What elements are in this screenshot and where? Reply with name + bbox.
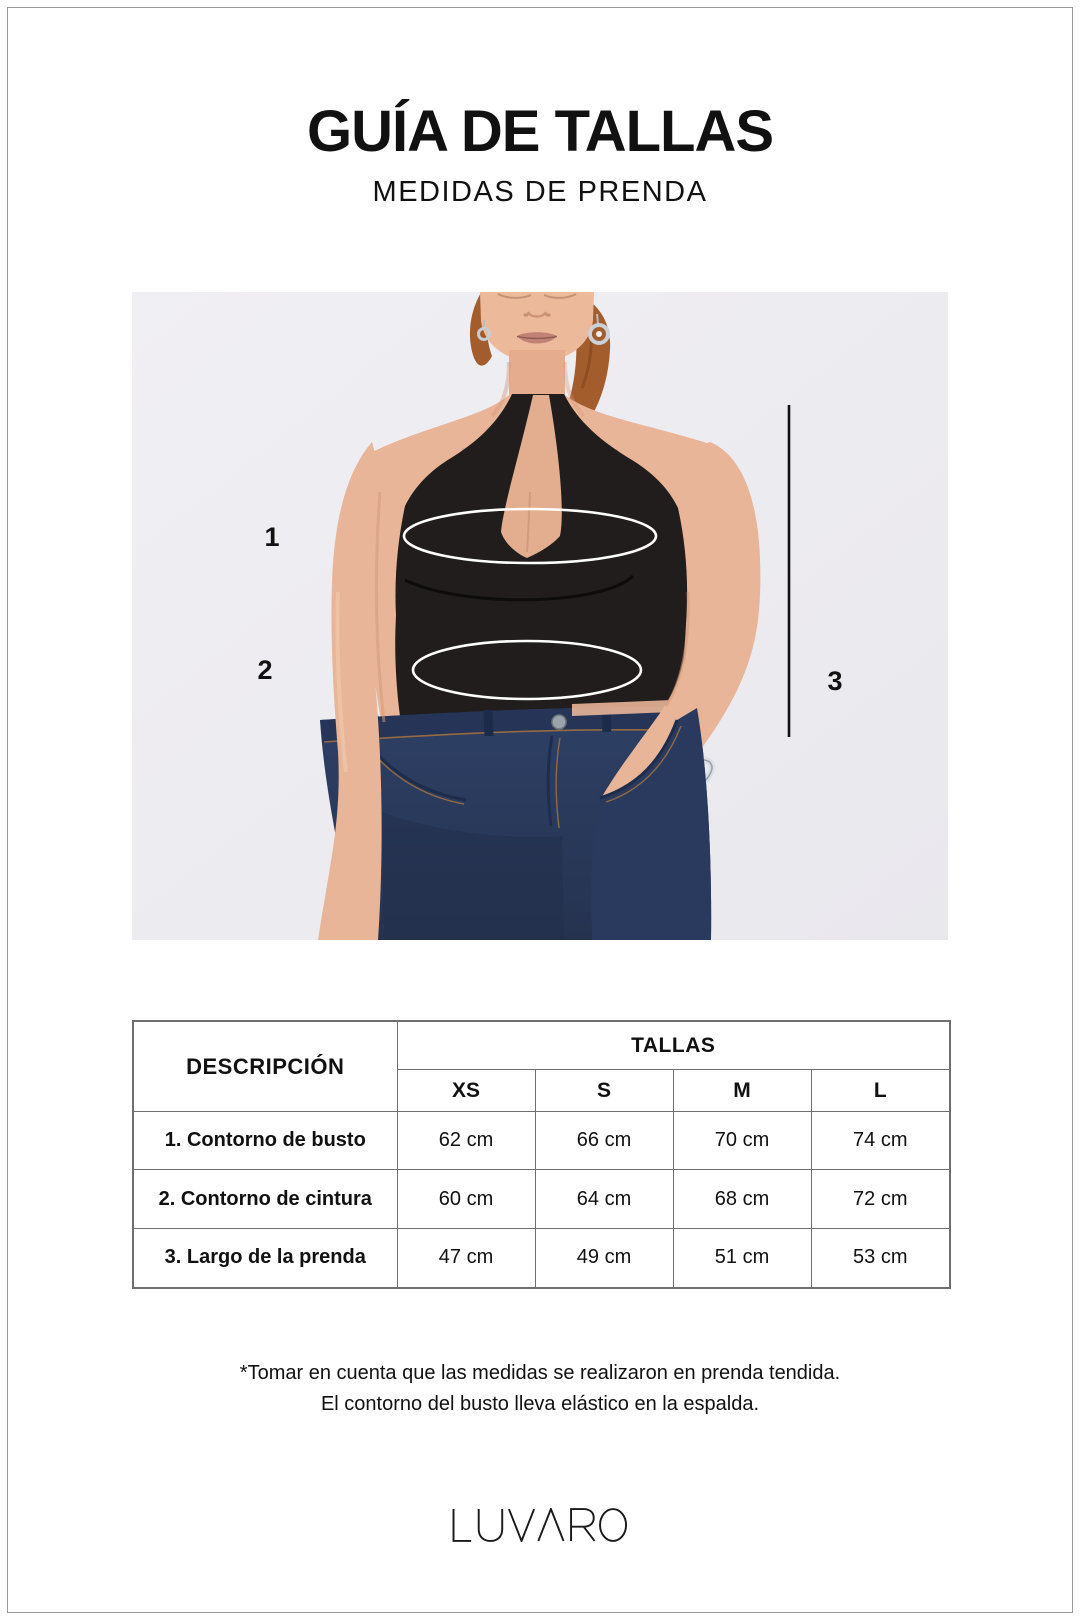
row-label-bust: 1. Contorno de busto [133, 1112, 397, 1170]
size-guide-table [132, 1020, 951, 1289]
measurement-value-cell: 64 cm [535, 1170, 673, 1229]
measurement-notes [0, 1358, 1080, 1420]
table-row-bust [133, 1112, 950, 1170]
note-line-1: *Tomar en cuenta que las medidas se realizaron en prenda tendida. [239, 1362, 841, 1384]
model-illustration [132, 292, 948, 940]
page-subtitle: MEDIDAS DE PRENDA [372, 176, 708, 208]
annotation-label-bust: 1 [264, 522, 280, 552]
brand-logo-wrap [0, 1508, 1080, 1542]
measurement-value-cell: 70 cm [673, 1112, 811, 1170]
measurement-value-cell: 60 cm [397, 1170, 535, 1229]
table-row-length [133, 1229, 950, 1288]
measurement-value-cell: 72 cm [811, 1170, 950, 1229]
description-column-header: DESCRIPCIÓN [133, 1021, 397, 1112]
brand-logo [451, 1508, 629, 1542]
row-label-length: 3. Largo de la prenda [133, 1229, 397, 1288]
measurement-value-cell: 74 cm [811, 1112, 950, 1170]
size-col-header-l: L [811, 1070, 950, 1112]
page-title: GUÍA DE TALLAS [306, 99, 774, 164]
size-col-header-m: M [673, 1070, 811, 1112]
annotation-label-waist: 2 [257, 655, 273, 685]
row-label-waist: 2. Contorno de cintura [133, 1170, 397, 1229]
jeans-button [552, 715, 566, 729]
size-col-header-s: S [535, 1070, 673, 1112]
table-header-row [133, 1021, 950, 1070]
garment-measurement-photo [132, 292, 948, 940]
annotation-label-length: 3 [827, 666, 843, 696]
sizes-group-header: TALLAS [397, 1021, 950, 1070]
measurement-value-cell: 49 cm [535, 1229, 673, 1288]
measurement-value-cell: 51 cm [673, 1229, 811, 1288]
measurement-value-cell: 53 cm [811, 1229, 950, 1288]
measurement-value-cell: 66 cm [535, 1112, 673, 1170]
note-line-2: El contorno del busto lleva elástico en la espalda. [320, 1393, 760, 1415]
measurement-value-cell: 47 cm [397, 1229, 535, 1288]
measurement-value-cell: 68 cm [673, 1170, 811, 1229]
size-col-header-xs: XS [397, 1070, 535, 1112]
table-row-waist [133, 1170, 950, 1229]
measurement-value-cell: 62 cm [397, 1112, 535, 1170]
